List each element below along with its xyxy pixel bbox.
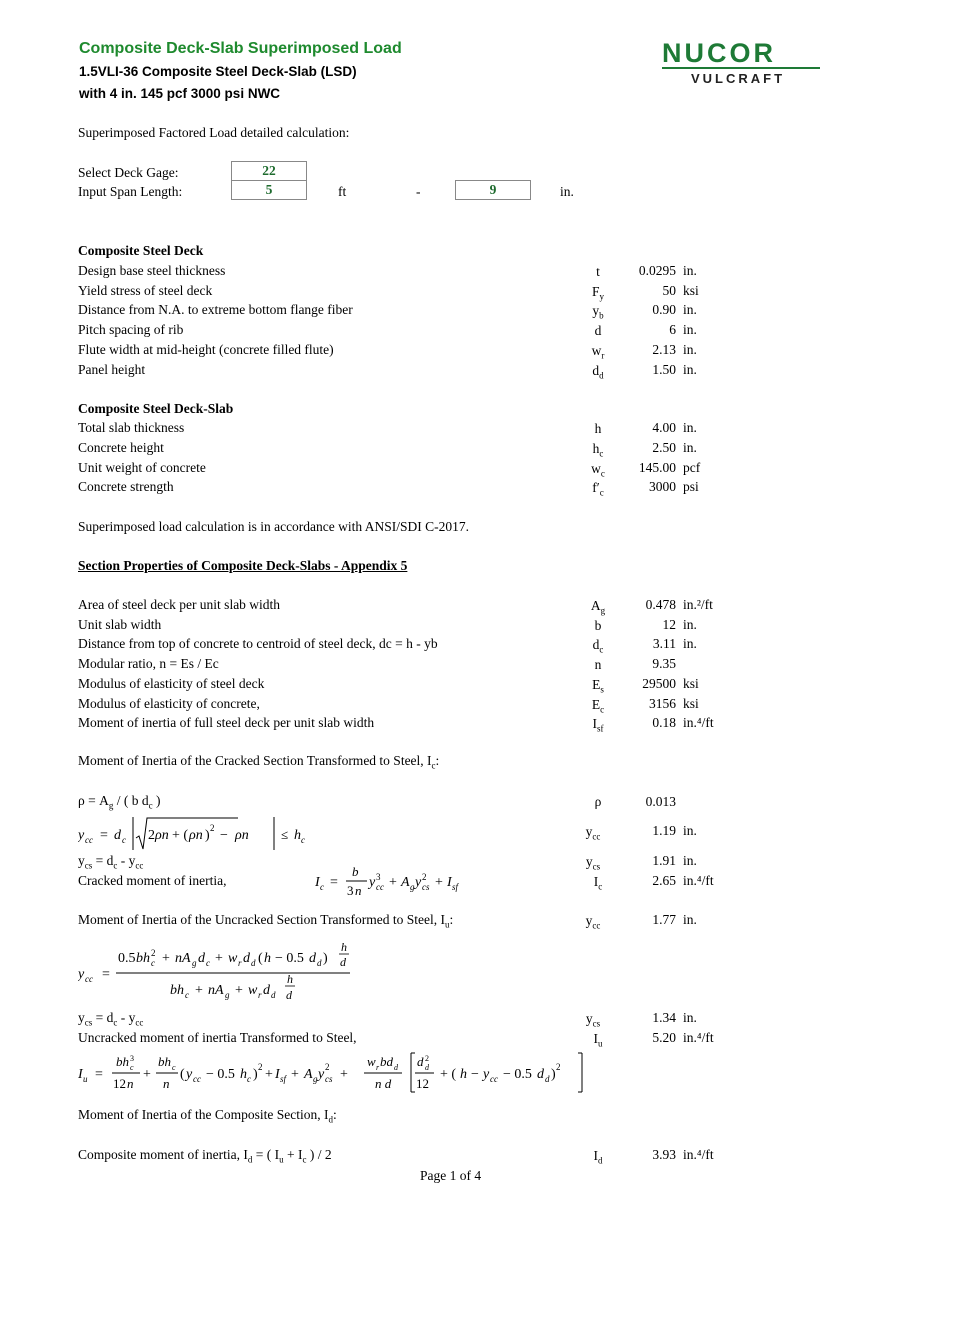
svg-text:A: A: [401, 875, 410, 890]
deck-property-unit: ksi: [683, 282, 699, 298]
svg-text:): ): [323, 951, 328, 966]
svg-text:w: w: [367, 1054, 376, 1069]
svg-text:y: y: [186, 1067, 193, 1082]
ycc-cracked-unit: in.: [683, 823, 697, 838]
ycc-cracked-value: 1.19: [652, 823, 676, 838]
span-label: Input Span Length:: [78, 184, 183, 199]
svg-text:d: d: [545, 1074, 550, 1084]
svg-text:g: g: [410, 882, 415, 892]
svg-text:b: b: [352, 864, 359, 879]
slab-property-symbol: $f'_c$: [592, 480, 604, 499]
deck-property-symbol: $y_b$: [592, 303, 604, 322]
svg-text:bh: bh: [170, 983, 184, 998]
cracked-heading-text: Moment of Inertia of the Cracked Section Transformed to Steel, $I_c$:: [78, 753, 440, 771]
svg-text:h: h: [240, 1067, 247, 1082]
section-property-value: 9.35: [652, 656, 676, 672]
svg-text:(: (: [180, 1067, 185, 1082]
slab-property-label: Total slab thickness: [78, 420, 185, 435]
svg-text:nA: nA: [175, 951, 191, 966]
deck-property-value: 6: [669, 322, 676, 338]
deck-heading: Composite Steel Deck: [78, 243, 204, 258]
svg-text:=: =: [102, 967, 110, 982]
svg-text:y: y: [483, 1067, 490, 1082]
svg-text:I: I: [447, 875, 452, 890]
svg-text:c: c: [151, 958, 155, 968]
svg-text:y: y: [78, 828, 85, 843]
section-property-unit: in.: [683, 616, 697, 632]
slab-property-value: 3000: [649, 479, 676, 495]
svg-text:u: u: [83, 1074, 88, 1084]
svg-text:): ): [205, 828, 210, 843]
svg-text:n: n: [163, 1076, 170, 1091]
svg-text:+: +: [143, 1067, 151, 1082]
svg-text:2: 2: [151, 948, 156, 958]
svg-text:cc: cc: [376, 882, 384, 892]
slab-property-unit: in.: [683, 420, 697, 435]
svg-text:d: d: [537, 1067, 544, 1082]
slab-property-label: Unit weight of concrete: [78, 459, 206, 475]
svg-text:2: 2: [425, 1054, 429, 1063]
svg-text:0.5: 0.5: [118, 951, 136, 966]
ft-unit-label: ft: [338, 184, 347, 199]
svg-text:d: d: [243, 951, 250, 966]
id-symbol: $I_d$: [593, 1148, 603, 1166]
svg-text:2: 2: [258, 1062, 263, 1072]
svg-text:2: 2: [556, 1062, 561, 1072]
svg-text:n: n: [127, 1076, 134, 1091]
iu-symbol: $I_u$: [593, 1031, 603, 1049]
svg-text:c: c: [130, 1063, 134, 1072]
ic-value: 2.65: [652, 873, 676, 888]
ycs-uncracked-value: 1.34: [652, 1010, 676, 1025]
svg-text:cc: cc: [193, 1074, 201, 1084]
svg-text:d: d: [394, 1063, 398, 1072]
ic-unit: in.⁴/ft: [683, 873, 714, 888]
svg-text:(: (: [258, 951, 263, 966]
svg-text:ρn: ρn: [189, 828, 203, 843]
svg-text:sf: sf: [280, 1074, 287, 1084]
logo-nucor-text: NUCOR: [662, 38, 776, 68]
svg-text:d: d: [263, 983, 270, 998]
svg-text:ρn: ρn: [235, 828, 249, 843]
ycs-cracked-value: 1.91: [652, 853, 676, 868]
section-property-symbol: n: [594, 657, 602, 673]
id-value: 3.93: [652, 1147, 676, 1162]
section-property-symbol: $A_g$: [590, 598, 606, 616]
deck-property-label: Design base steel thickness: [78, 263, 226, 278]
section-property-label: Unit slab width: [78, 616, 162, 632]
deck-property-value: 50: [662, 282, 676, 298]
svg-text:w: w: [248, 983, 258, 998]
svg-text:n d: n d: [375, 1076, 392, 1091]
svg-text:d: d: [317, 958, 322, 968]
slab-property-symbol: h: [594, 421, 602, 436]
svg-text:≤: ≤: [281, 827, 289, 842]
svg-text:nA: nA: [208, 983, 224, 998]
ycc-cracked-symbol: $y_{cc}$: [585, 824, 601, 842]
svg-text:cc: cc: [85, 835, 93, 845]
deck-property-symbol: $d_d$: [592, 362, 604, 381]
iu-formula: [78, 1050, 590, 1094]
rho-value: 0.013: [645, 794, 676, 809]
rho-symbol: ρ: [594, 794, 602, 809]
svg-text:c: c: [206, 958, 210, 968]
rho-formula: $\rho = A_g$ / ( b $d_c$ ): [78, 793, 161, 811]
deck-description: 1.5VLI-36 Composite Steel Deck-Slab (LSD): [79, 64, 357, 79]
section-property-symbol: $E_s$: [592, 676, 604, 695]
deck-property-unit: in.: [683, 341, 697, 357]
svg-text:c: c: [172, 1063, 176, 1072]
svg-text:cs: cs: [325, 1074, 333, 1084]
slab-heading: Composite Steel Deck-Slab: [78, 401, 234, 416]
svg-text:): ): [253, 1067, 258, 1082]
deck-property-label: Pitch spacing of rib: [78, 322, 184, 338]
section-property-value: 0.18: [652, 715, 676, 731]
section-property-unit: ksi: [683, 675, 699, 691]
deck-property-label: Distance from N.A. to extreme bottom flange fiber: [78, 302, 353, 318]
svg-text:+: +: [162, 951, 170, 966]
section-property-unit: in.: [683, 636, 697, 652]
span-separator: -: [416, 184, 421, 199]
section-property-symbol: $I_{sf}$: [592, 716, 604, 734]
svg-text:+: +: [215, 951, 223, 966]
section-property-value: 29500: [642, 675, 676, 691]
iu-unit: in.⁴/ft: [683, 1030, 714, 1045]
svg-text:sf: sf: [452, 882, 459, 892]
ycs-uncracked-symbol: $y_{cs}$: [585, 1011, 601, 1029]
section-property-label: Area of steel deck per unit slab width: [78, 597, 281, 612]
nucor-vulcraft-logo: [662, 38, 832, 86]
ycc-uncracked-unit: in.: [683, 912, 697, 927]
svg-text:h: h: [341, 940, 347, 954]
section-property-label: Moment of inertia of full steel deck per unit slab width: [78, 715, 375, 731]
svg-text:I: I: [275, 1067, 280, 1082]
svg-text:3: 3: [130, 1054, 134, 1063]
section-property-value: 0.478: [645, 597, 676, 612]
section-property-symbol: b: [594, 617, 602, 633]
ic-formula: [315, 862, 485, 900]
svg-text:ρn: ρn: [155, 828, 169, 843]
span-in-input[interactable]: 9: [455, 180, 531, 200]
svg-text:d: d: [425, 1063, 429, 1072]
svg-text:−: −: [471, 1067, 479, 1082]
slab-property-symbol: $w_c$: [591, 460, 605, 479]
svg-text:h: h: [287, 972, 293, 986]
svg-text:cc: cc: [490, 1074, 498, 1084]
svg-text:g: g: [225, 990, 230, 1000]
deck-property-value: 2.13: [652, 341, 676, 357]
svg-text:bh: bh: [158, 1054, 171, 1069]
concrete-description: with 4 in. 145 pcf 3000 psi NWC: [79, 86, 281, 101]
deck-property-label: Yield stress of steel deck: [78, 282, 213, 298]
svg-text:3: 3: [347, 883, 354, 898]
ycc-cracked-formula: [78, 814, 323, 854]
cracked-heading: [78, 753, 439, 771]
deck-property-value: 0.0295: [638, 263, 676, 278]
slab-property-label: Concrete strength: [78, 479, 174, 495]
svg-text:+ (: + (: [172, 828, 189, 843]
uncracked-heading: Moment of Inertia of the Uncracked Section Transformed to Steel, $I_u$:: [78, 912, 454, 930]
svg-text:3: 3: [376, 872, 381, 882]
svg-text:y: y: [318, 1067, 325, 1082]
deck-property-symbol: t: [596, 264, 600, 279]
deck-property-unit: in.: [683, 263, 697, 278]
svg-text:+: +: [291, 1067, 299, 1082]
ic-label: Cracked moment of inertia,: [78, 873, 227, 888]
svg-text:+: +: [235, 983, 243, 998]
section-property-value: 3156: [649, 695, 676, 711]
document-title: Composite Deck-Slab Superimposed Load: [79, 40, 402, 57]
slab-property-label: Concrete height: [78, 439, 164, 455]
svg-text:d: d: [114, 828, 121, 843]
svg-text:d: d: [309, 951, 316, 966]
deck-property-label: Flute width at mid-height (concrete filled flute): [78, 341, 334, 357]
logo-vulcraft-text: VULCRAFT: [691, 70, 786, 86]
deck-property-symbol: d: [594, 323, 602, 339]
ycc-uncracked-symbol: $y_{cc}$: [585, 913, 601, 931]
slab-property-unit: pcf: [683, 459, 701, 475]
svg-text:d: d: [271, 990, 276, 1000]
svg-text:g: g: [192, 958, 197, 968]
svg-text:A: A: [304, 1067, 313, 1082]
svg-text:d: d: [340, 955, 346, 969]
deck-property-symbol: $w_r$: [591, 342, 605, 361]
svg-text:h: h: [294, 828, 301, 843]
svg-text:bh: bh: [136, 951, 150, 966]
slab-property-value: 2.50: [652, 439, 676, 455]
svg-text:c: c: [320, 882, 324, 892]
iu-value: 5.20: [652, 1030, 676, 1045]
id-unit: in.⁴/ft: [683, 1147, 714, 1162]
svg-text:2: 2: [325, 1062, 330, 1072]
section-property-symbol: $E_c$: [591, 696, 605, 715]
deck-property-value: 1.50: [652, 361, 676, 377]
svg-text:g: g: [313, 1074, 318, 1084]
section-heading: Section Properties of Composite Deck-Slabs - Appendix 5: [78, 558, 408, 573]
section-property-label: Distance from top of concrete to centroid of steel deck, dc = h - yb: [78, 636, 438, 652]
svg-text:h: h: [264, 951, 271, 966]
svg-text:bh: bh: [116, 1054, 129, 1069]
svg-text:c: c: [301, 835, 305, 845]
svg-text:=: =: [100, 828, 108, 843]
section-property-label: Modular ratio, n = Es / Ec: [78, 656, 219, 672]
svg-text:d: d: [286, 988, 292, 1002]
svg-text:2: 2: [422, 872, 427, 882]
svg-text:+: +: [265, 1067, 273, 1082]
svg-text:I: I: [78, 1067, 83, 1082]
svg-text:+: +: [435, 875, 443, 890]
svg-text:cc: cc: [85, 974, 93, 984]
deck-property-unit: in.: [683, 322, 697, 338]
slab-property-value: 4.00: [652, 420, 676, 435]
section-property-unit: ksi: [683, 695, 699, 711]
svg-text:cs: cs: [422, 882, 430, 892]
svg-text:c: c: [122, 835, 126, 845]
ycc-uncracked-formula: [78, 938, 368, 1008]
svg-text:y: y: [369, 875, 376, 890]
svg-text:+: +: [195, 983, 203, 998]
deck-property-unit: in.: [683, 302, 697, 318]
svg-text:+: +: [389, 875, 397, 890]
slab-property-value: 145.00: [638, 459, 676, 475]
section-property-value: 3.11: [652, 636, 676, 652]
svg-text:y: y: [415, 875, 422, 890]
slab-property-symbol: $h_c$: [592, 440, 604, 459]
section-property-symbol: $d_c$: [592, 637, 604, 656]
slab-property-unit: in.: [683, 439, 697, 455]
deck-gage-select[interactable]: 22: [231, 161, 307, 181]
svg-text:12: 12: [113, 1076, 126, 1091]
section-property-label: Modulus of elasticity of steel deck: [78, 675, 265, 691]
section-property-unit: in.²/ft: [683, 597, 713, 612]
section-property-value: 12: [662, 616, 676, 632]
section-property-label: Modulus of elasticity of concrete,: [78, 695, 260, 711]
svg-text:n: n: [355, 883, 362, 898]
section-property-unit: in.⁴/ft: [683, 715, 714, 731]
intro-text: Superimposed Factored Load detailed calculation:: [78, 125, 350, 140]
svg-text:− 0.5: − 0.5: [206, 1067, 235, 1082]
svg-text:c: c: [185, 990, 189, 1000]
svg-text:d: d: [417, 1054, 424, 1069]
svg-text:w: w: [228, 951, 238, 966]
svg-text:2: 2: [210, 823, 215, 833]
span-ft-input[interactable]: 5: [231, 180, 307, 200]
ycs-cracked-formula: $y_{cs} = d_c - y_{cc}$: [78, 853, 144, 871]
svg-text:d: d: [198, 951, 205, 966]
page-number: Page 1 of 4: [420, 1168, 482, 1183]
gage-label: Select Deck Gage:: [78, 165, 179, 180]
svg-text:2: 2: [148, 828, 155, 843]
svg-text:+ (: + (: [440, 1067, 457, 1082]
svg-text:r: r: [238, 958, 242, 968]
ycc-uncracked-value: 1.77: [652, 912, 676, 927]
ic-symbol: $I_c$: [593, 874, 603, 892]
svg-text:d: d: [251, 958, 256, 968]
ycs-uncracked-unit: in.: [683, 1010, 697, 1025]
svg-text:12: 12: [416, 1076, 429, 1091]
in-unit-label: in.: [560, 184, 574, 199]
ycs-uncracked-formula: $y_{cs} = d_c - y_{cc}$: [78, 1010, 144, 1028]
svg-text:c: c: [247, 1074, 251, 1084]
iu-label: Uncracked moment of inertia Transformed to Steel,: [78, 1030, 357, 1045]
svg-text:y: y: [78, 967, 85, 982]
svg-text:− 0.5: − 0.5: [275, 951, 304, 966]
svg-text:−: −: [220, 828, 228, 843]
svg-text:): ): [551, 1067, 556, 1082]
deck-property-symbol: $F_y$: [591, 283, 604, 302]
standard-note: Superimposed load calculation is in accordance with ANSI/SDI C-2017.: [78, 519, 470, 534]
svg-text:r: r: [376, 1063, 380, 1072]
svg-text:=: =: [95, 1067, 103, 1082]
svg-text:I: I: [315, 875, 320, 890]
ycs-cracked-symbol: $y_{cs}$: [585, 854, 601, 872]
slab-property-unit: psi: [683, 479, 699, 495]
svg-text:bd: bd: [380, 1054, 393, 1069]
ycs-cracked-unit: in.: [683, 853, 697, 868]
deck-property-label: Panel height: [78, 361, 146, 377]
svg-text:=: =: [330, 875, 338, 890]
deck-property-unit: in.: [683, 361, 697, 377]
svg-text:r: r: [258, 990, 262, 1000]
svg-text:h: h: [460, 1067, 467, 1082]
deck-property-value: 0.90: [652, 302, 676, 318]
id-formula: Composite moment of inertia, $I_d$ = ( $I_u + I_c$ ) / 2: [78, 1147, 332, 1165]
svg-text:− 0.5: − 0.5: [503, 1067, 532, 1082]
composite-heading: Moment of Inertia of the Composite Section, $I_d$:: [78, 1107, 337, 1125]
svg-text:+: +: [340, 1067, 348, 1082]
